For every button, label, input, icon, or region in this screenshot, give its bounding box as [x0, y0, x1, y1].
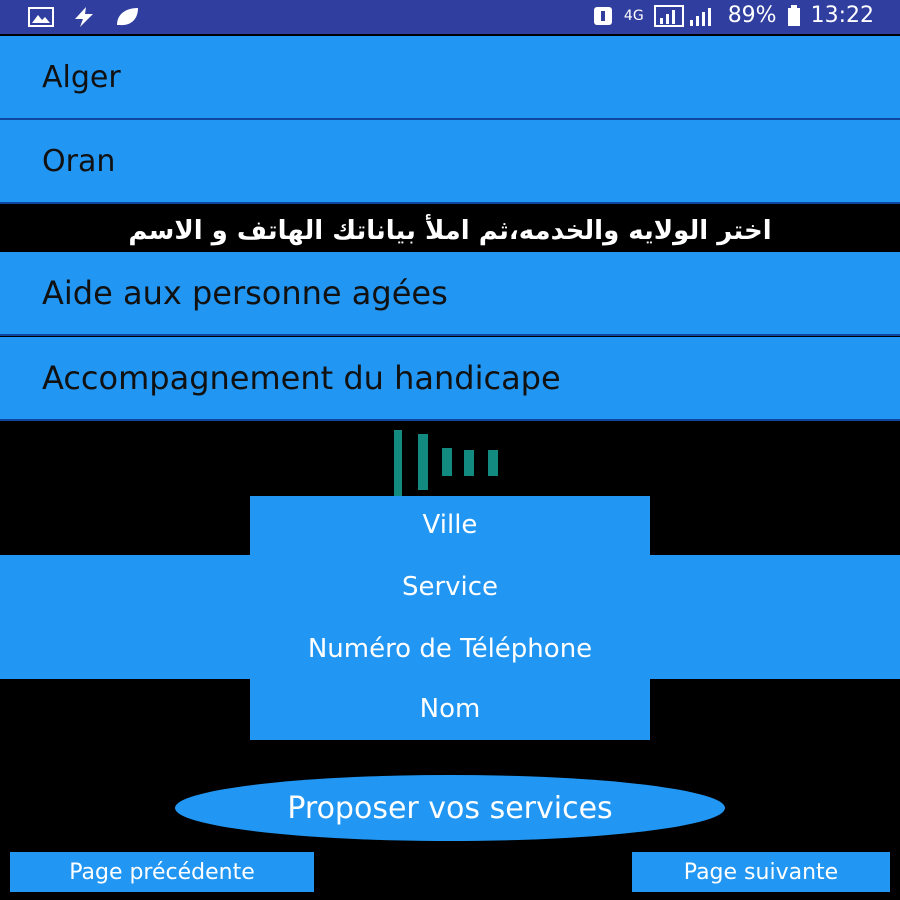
status-left-icons — [28, 6, 140, 28]
city-label: Oran — [42, 143, 116, 179]
service-label: Aide aux personne agées — [42, 274, 448, 312]
service-item-disability-support[interactable] — [0, 337, 900, 421]
service-field[interactable]: Service — [401, 572, 499, 602]
sim-icon — [592, 5, 614, 27]
status-right-icons — [592, 3, 874, 28]
previous-label: Page précédente — [69, 859, 255, 885]
previous-page-button[interactable] — [10, 852, 314, 892]
city-item-oran[interactable] — [0, 120, 900, 204]
battery-percent: 89% — [727, 3, 777, 28]
city-label: Alger — [42, 59, 121, 95]
propose-label: Proposer vos services — [287, 790, 613, 826]
instruction-text: اختر الولايه والخدمه،ثم املأ بياناتك الهاتف و الاسم — [128, 216, 772, 246]
propose-services-button[interactable] — [175, 775, 725, 841]
clock: 13:22 — [810, 3, 874, 28]
status-bar — [0, 0, 900, 34]
city-item-alger[interactable] — [0, 36, 900, 120]
app-logo-icon — [392, 430, 512, 498]
network-type: 4G — [623, 7, 644, 24]
flash-icon — [72, 6, 96, 28]
next-label: Page suivante — [683, 859, 839, 885]
leaf-icon — [114, 6, 140, 28]
image-icon — [28, 7, 54, 27]
nom-field[interactable]: Nom — [419, 694, 481, 724]
ville-field[interactable]: Ville — [422, 510, 478, 540]
next-page-button[interactable] — [632, 852, 890, 892]
service-label: Accompagnement du handicape — [42, 359, 561, 397]
service-item-elderly-care[interactable] — [0, 252, 900, 336]
instruction-banner — [0, 210, 900, 252]
phone-field[interactable]: Numéro de Téléphone — [307, 634, 593, 664]
signal-icon — [654, 4, 718, 28]
battery-icon — [787, 5, 801, 27]
